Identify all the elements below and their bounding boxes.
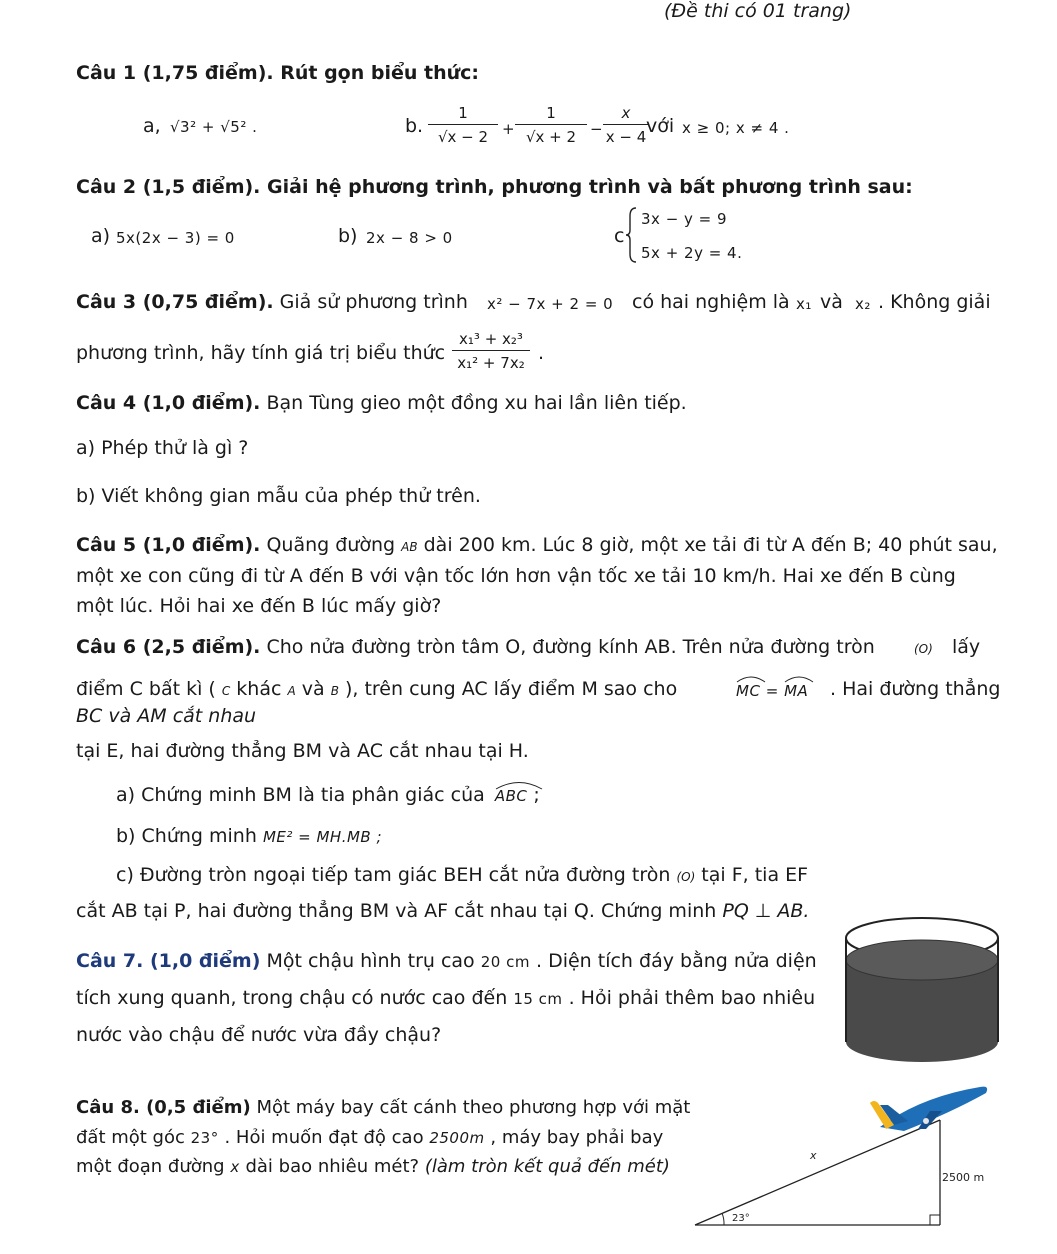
figure-angle-label: 23° xyxy=(732,1213,750,1224)
q7-line-2b: . Hỏi phải thêm bao nhiêu xyxy=(568,987,816,1009)
fraction-numerator: 1 xyxy=(546,104,556,122)
q4-b: b) Viết không gian mẫu của phép thử trên. xyxy=(76,485,481,507)
q6-line-4: tại E, hai đường thẳng BM và AC cắt nhau tại H. xyxy=(76,740,529,762)
airplane-figure xyxy=(690,1075,1010,1245)
q8-line-1 xyxy=(76,1097,690,1118)
q1-b-fraction-1 xyxy=(428,104,498,146)
q7-height: 20 cm xyxy=(480,953,530,971)
fraction-denominator: x − 4 xyxy=(605,128,647,146)
fraction-denominator: √x + 2 xyxy=(525,128,577,146)
q1-a-expr: √3² + √5² . xyxy=(170,118,258,136)
q6-b xyxy=(116,825,382,847)
q1-a-label: a, xyxy=(143,115,161,137)
q5-line-3: một lúc. Hỏi hai xe đến B lúc mấy giờ? xyxy=(76,595,442,617)
q5-line-2: một xe con cũng đi từ A đến B với vận tốc lớn hơn vận tốc xe tải 10 km/h. Hai xe đến B cùng xyxy=(76,565,956,587)
airplane-icon xyxy=(870,1087,987,1131)
q6-c-text-2: tại F, tia EF xyxy=(701,864,809,886)
right-angle-mark xyxy=(930,1215,940,1225)
fraction-numerator: x xyxy=(621,104,631,122)
q1-title: Câu 1 (1,75 điểm). Rút gọn biểu thức: xyxy=(76,62,480,84)
arc-mc-label: MC xyxy=(736,682,761,700)
q3-title: Câu 3 (0,75 điểm). xyxy=(76,291,274,313)
q4-a: a) Phép thử là gì ? xyxy=(76,437,249,459)
q8-x: x xyxy=(230,1158,240,1176)
arc-ma xyxy=(784,682,808,700)
q8-height: 2500m xyxy=(429,1129,485,1147)
q6-line-3: BC và AM cắt nhau xyxy=(76,705,257,727)
q1-b-label: b. xyxy=(405,115,424,137)
q8-line-3 xyxy=(76,1156,670,1177)
q6-va: và xyxy=(301,678,325,700)
q6-c-line-2 xyxy=(76,900,809,922)
q2-b-label: b) xyxy=(338,225,358,247)
q6-b-text: b) Chứng minh xyxy=(116,825,257,847)
q6-a-text: a) Chứng minh BM là tia phân giác của xyxy=(116,784,485,806)
q7-line-2a: tích xung quanh, trong chậu có nước cao đến xyxy=(76,987,508,1009)
q3-equation: x² − 7x + 2 = 0 xyxy=(487,295,614,313)
q8-angle: 23° xyxy=(190,1129,219,1147)
angle-arc xyxy=(722,1213,724,1225)
q3-text-1: Giả sử phương trình xyxy=(279,291,468,313)
q1-b-plus: + xyxy=(502,120,516,138)
q6-line-1-text: Cho nửa đường tròn tâm O, đường kính AB. Trên nửa đường tròn xyxy=(266,636,875,658)
q2-a-expr: 5x(2x − 3) = 0 xyxy=(116,229,235,247)
q8-line-2c: , máy bay phải bay xyxy=(490,1127,664,1148)
fraction-denominator: √x − 2 xyxy=(437,128,489,146)
arc-mc xyxy=(736,682,760,700)
q7-line-1b: . Diện tích đáy bằng nửa diện xyxy=(536,950,817,972)
q1-b-with: với xyxy=(646,115,675,137)
q5-title: Câu 5 (1,0 điểm). xyxy=(76,534,261,556)
q3-and: và xyxy=(820,291,843,313)
q8-line-2a: đất một góc xyxy=(76,1127,185,1148)
q4-title: Câu 4 (1,0 điểm). xyxy=(76,392,261,414)
angle-hat-icon xyxy=(495,778,543,790)
q8-line-2b: . Hỏi muốn đạt độ cao xyxy=(224,1127,424,1148)
fraction-denominator: x₁² + 7x₂ xyxy=(457,354,525,372)
q6-point-a: A xyxy=(287,684,296,698)
flight-path-line xyxy=(695,1120,940,1225)
q4-line xyxy=(76,392,687,414)
q3-x1: x₁ xyxy=(796,295,812,313)
q6-take: lấy xyxy=(952,636,981,658)
q2-b-expr: 2x − 8 > 0 xyxy=(366,229,453,247)
q3-text-3: . Không giải xyxy=(878,291,991,313)
arc-abc-label: ABC xyxy=(494,787,528,805)
q3-line-2: phương trình, hãy tính giá trị biểu thức xyxy=(76,342,446,364)
q5-line-1a: Quãng đường xyxy=(266,534,396,556)
figure-x-label: x xyxy=(810,1149,817,1162)
fraction-numerator: 1 xyxy=(458,104,468,122)
q6-line-2 xyxy=(76,678,677,700)
q6-point-c: C xyxy=(221,684,231,698)
cylinder-figure xyxy=(842,912,1006,1072)
q1-b-fraction-3 xyxy=(603,104,649,146)
q5-line-1 xyxy=(76,534,998,556)
q7-line-3: nước vào chậu để nước vừa đầy chậu? xyxy=(76,1024,442,1046)
q6-b-expr: ME² = MH.MB ; xyxy=(262,828,383,846)
q6-line-2b: ), trên cung AC lấy điểm M sao cho xyxy=(344,678,678,700)
q6-arc-equation xyxy=(736,682,808,700)
q6-c-text-1: c) Đường tròn ngoại tiếp tam giác BEH cắt nửa đường tròn xyxy=(116,864,671,886)
q6-a-end: ; xyxy=(533,784,540,806)
q3-text-2: có hai nghiệm là xyxy=(632,291,790,313)
q8-title: Câu 8. (0,5 điểm) xyxy=(76,1097,251,1118)
q6-c-pq: PQ ⊥ AB. xyxy=(722,900,810,922)
q6-point-b: B xyxy=(330,684,339,698)
q3-end: . xyxy=(538,342,545,364)
figure-height-label: 2500 m xyxy=(942,1171,985,1184)
q7-title: Câu 7. (1,0 điểm) xyxy=(76,950,261,972)
q6-line-1 xyxy=(76,636,875,658)
q6-c-line-2a: cắt AB tại P, hai đường thẳng BM và AF cắt nhau tại Q. Chứng minh xyxy=(76,900,717,922)
q3-line-1 xyxy=(76,291,468,313)
arc-equals: = xyxy=(765,682,779,700)
q8-line-3a: một đoạn đường xyxy=(76,1156,225,1177)
q2-c-label: c xyxy=(614,225,625,247)
arc-ma-label: MA xyxy=(784,682,809,700)
q2-c-equation-2: 5x + 2y = 4. xyxy=(641,244,743,262)
q8-line-3c: (làm tròn kết quả đến mét) xyxy=(424,1156,670,1177)
q5-line-1b: dài 200 km. Lúc 8 giờ, một xe tải đi từ A đến B; 40 phút sau, xyxy=(423,534,998,556)
q1-b-minus: − xyxy=(590,120,604,138)
q6-title: Câu 6 (2,5 điểm). xyxy=(76,636,261,658)
q1-b-fraction-2 xyxy=(515,104,587,146)
q8-line-2 xyxy=(76,1127,663,1148)
q7-line-2 xyxy=(76,987,815,1009)
q3-x2: x₂ xyxy=(855,295,871,313)
q6-line-2c: . Hai đường thẳng xyxy=(830,678,1001,700)
q6-c-line-1 xyxy=(116,864,808,886)
q2-title: Câu 2 (1,5 điểm). Giải hệ phương trình, phương trình và bất phương trình sau: xyxy=(76,176,913,198)
q6-a xyxy=(116,784,540,806)
q7-water: 15 cm xyxy=(513,990,563,1008)
q6-c-circle: (O) xyxy=(676,870,696,884)
fraction-numerator: x₁³ + x₂³ xyxy=(459,330,523,348)
page-header: (Đề thi có 01 trang) xyxy=(664,0,852,22)
arc-abc xyxy=(495,787,528,805)
q2-a-label: a) xyxy=(91,225,111,247)
arc-hat-icon xyxy=(736,673,766,683)
system-brace-icon xyxy=(624,206,638,264)
q4-text: Bạn Tùng gieo một đồng xu hai lần liên tiếp. xyxy=(266,392,687,414)
q1-b-condition: x ≥ 0; x ≠ 4 . xyxy=(682,119,790,137)
q5-ab: AB xyxy=(401,540,418,554)
q7-line-1a: Một chậu hình trụ cao xyxy=(266,950,475,972)
q7-line-1 xyxy=(76,950,817,972)
q6-line-2a: điểm C bất kì ( xyxy=(76,678,216,700)
q3-fraction xyxy=(452,330,530,372)
q6-circle-label: (O) xyxy=(914,642,933,656)
arc-hat-icon xyxy=(784,673,814,683)
q2-c-equation-1: 3x − y = 9 xyxy=(641,210,728,228)
water-surface xyxy=(846,940,998,980)
q6-diff: khác xyxy=(236,678,282,700)
q8-line-1-text: Một máy bay cất cánh theo phương hợp với mặt xyxy=(256,1097,691,1118)
q8-line-3b: dài bao nhiêu mét? xyxy=(245,1156,420,1177)
